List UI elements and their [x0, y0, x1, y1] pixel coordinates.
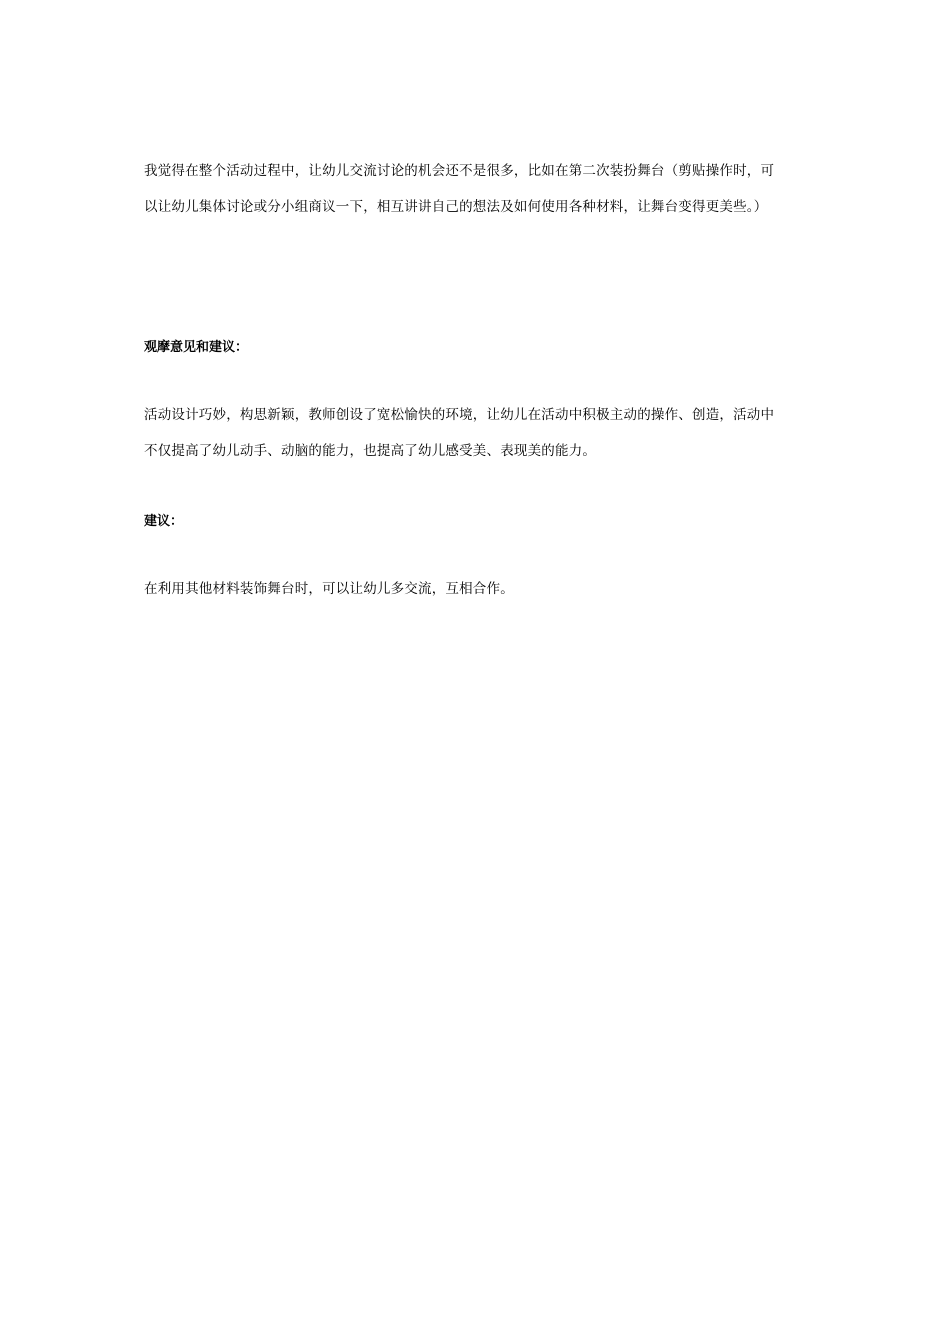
suggestion-text: 在利用其他材料装饰舞台时，可以让幼儿多交流，互相合作。 [144, 581, 514, 597]
observation-heading: 观摩意见和建议： [144, 340, 249, 355]
suggestion-heading: 建议： [144, 514, 184, 529]
reflection-line-1: 我觉得在整个活动过程中，让幼儿交流讨论的机会还不是很多，比如在第二次装扮舞台（剪贴操作时，可 [144, 163, 775, 179]
reflection-line-2: 以让幼儿集体讨论或分小组商议一下，相互讲讲自己的想法及如何使用各种材料，让舞台变得更美些。） [144, 199, 768, 215]
observation-line-1: 活动设计巧妙，构思新颖，教师创设了宽松愉快的环境，让幼儿在活动中积极主动的操作、创造，活动中 [144, 407, 775, 423]
observation-line-2: 不仅提高了幼儿动手、动脑的能力，也提高了幼儿感受美、表现美的能力。 [144, 443, 597, 459]
